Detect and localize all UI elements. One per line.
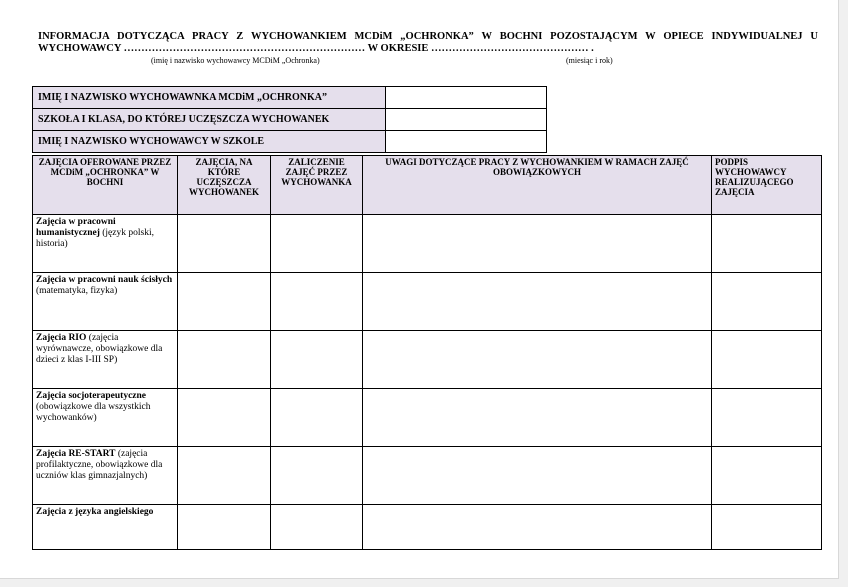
remarks-cell[interactable] bbox=[363, 215, 712, 273]
column-header-completion: ZALICZENIE ZAJĘĆ PRZEZ WYCHOWANKA bbox=[271, 156, 363, 215]
pupil-info-table bbox=[32, 86, 547, 153]
attended-cell[interactable] bbox=[178, 505, 271, 550]
table-row bbox=[33, 505, 822, 550]
remarks-cell[interactable] bbox=[363, 505, 712, 550]
activity-cell bbox=[33, 273, 178, 331]
remarks-cell[interactable] bbox=[363, 389, 712, 447]
attended-cell[interactable] bbox=[178, 447, 271, 505]
activity-name: Zajęcia w pracowni humanistycznej bbox=[36, 217, 116, 238]
activity-cell bbox=[33, 215, 178, 273]
info-label: IMIĘ I NAZWISKO WYCHOWAWCY W SZKOLE bbox=[33, 131, 386, 153]
info-label: SZKOŁA I KLASA, DO KTÓREJ UCZĘSZCZA WYCHOWANEK bbox=[33, 109, 386, 131]
attended-cell[interactable] bbox=[178, 389, 271, 447]
signature-cell[interactable] bbox=[712, 447, 822, 505]
info-value-field[interactable] bbox=[386, 87, 547, 109]
activity-cell bbox=[33, 331, 178, 389]
table-row bbox=[33, 331, 822, 389]
signature-cell[interactable] bbox=[712, 273, 822, 331]
info-value-field[interactable] bbox=[386, 131, 547, 153]
activity-note: (język polski, historia) bbox=[36, 228, 154, 249]
info-value-field[interactable] bbox=[386, 109, 547, 131]
completion-cell[interactable] bbox=[271, 505, 363, 550]
activity-note: (zajęcia profilaktyczne, obowiązkowe dla uczniów klas gimnazjalnych) bbox=[36, 449, 163, 481]
activity-note: (matematyka, fizyka) bbox=[36, 286, 118, 296]
table-row bbox=[33, 215, 822, 273]
signature-cell[interactable] bbox=[712, 505, 822, 550]
table-row bbox=[33, 273, 822, 331]
column-header-signature: PODPIS WYCHOWAWCY REALIZUJĄCEGO ZAJĘCIA bbox=[712, 156, 822, 215]
column-header-attended: ZAJĘCIA, NA KTÓRE UCZĘSZCZA WYCHOWANEK bbox=[178, 156, 271, 215]
activities-table bbox=[32, 155, 822, 550]
activity-note: (zajęcia wyrównawcze, obowiązkowe dla dzieci z klas I-III SP) bbox=[36, 333, 163, 365]
table-row bbox=[33, 389, 822, 447]
activity-cell bbox=[33, 505, 178, 550]
table-header-row bbox=[33, 156, 822, 215]
completion-cell[interactable] bbox=[271, 331, 363, 389]
activity-note: (obowiązkowe dla wszystkich wychowanków) bbox=[36, 402, 151, 423]
signature-cell[interactable] bbox=[712, 331, 822, 389]
completion-cell[interactable] bbox=[271, 273, 363, 331]
table-row bbox=[33, 447, 822, 505]
info-row-school-teacher bbox=[33, 131, 547, 153]
column-header-remarks: UWAGI DOTYCZĄCE PRACY Z WYCHOWANKIEM W RAMACH ZAJĘĆ OBOWIĄZKOWYCH bbox=[363, 156, 712, 215]
info-row-school-class bbox=[33, 109, 547, 131]
activity-name: Zajęcia RE-START bbox=[36, 449, 116, 459]
completion-cell[interactable] bbox=[271, 447, 363, 505]
attended-cell[interactable] bbox=[178, 215, 271, 273]
remarks-cell[interactable] bbox=[363, 447, 712, 505]
completion-cell[interactable] bbox=[271, 215, 363, 273]
attended-cell[interactable] bbox=[178, 273, 271, 331]
activity-name: Zajęcia z języka angielskiego bbox=[36, 507, 154, 517]
attended-cell[interactable] bbox=[178, 331, 271, 389]
info-label: IMIĘ I NAZWISKO WYCHOWAWNKA MCDiM „OCHRONKA” bbox=[33, 87, 386, 109]
remarks-cell[interactable] bbox=[363, 273, 712, 331]
caption-teacher-name: (imię i nazwisko wychowawcy MCDiM „Ochronka) bbox=[151, 56, 320, 65]
column-header-activities: ZAJĘCIA OFEROWANE PRZEZ MCDiM „OCHRONKA” W BOCHNI bbox=[33, 156, 178, 215]
caption-month-year: (miesiąc i rok) bbox=[566, 56, 613, 65]
activity-cell bbox=[33, 389, 178, 447]
document-header: INFORMACJA DOTYCZĄCA PRACY Z WYCHOWANKIEM MCDiM „OCHRONKA” W BOCHNI POZOSTAJĄCYM W OPIECE INDYWIDUALNEJ U WYCHOWAWCY …………………………………………………………… W OKRESIE ……………………………………… . bbox=[38, 31, 818, 54]
completion-cell[interactable] bbox=[271, 389, 363, 447]
remarks-cell[interactable] bbox=[363, 331, 712, 389]
activity-cell bbox=[33, 447, 178, 505]
activity-name: Zajęcia w pracowni nauk ścisłych bbox=[36, 275, 173, 285]
activity-name: Zajęcia socjoterapeutyczne bbox=[36, 391, 147, 401]
info-row-pupil-name bbox=[33, 87, 547, 109]
signature-cell[interactable] bbox=[712, 389, 822, 447]
signature-cell[interactable] bbox=[712, 215, 822, 273]
activity-name: Zajęcia RIO bbox=[36, 333, 87, 343]
